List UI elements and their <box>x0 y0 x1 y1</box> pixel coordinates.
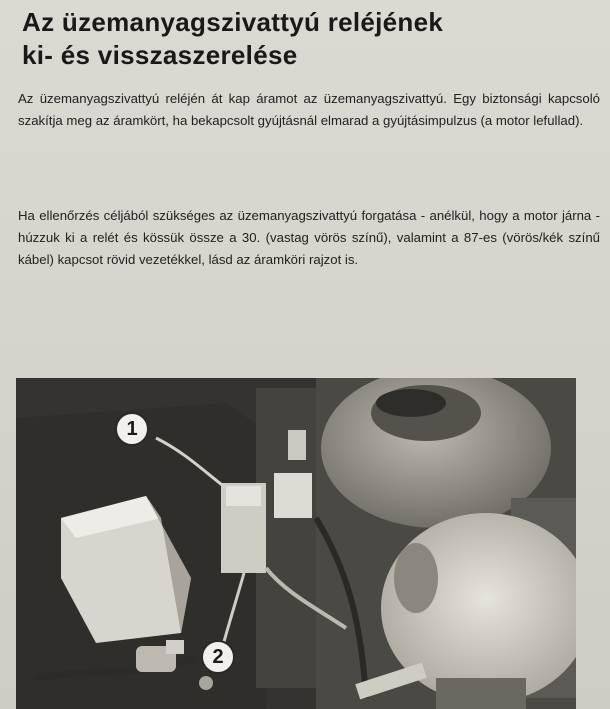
title-line-1: Az üzemanyagszivattyú reléjének <box>22 7 444 37</box>
callout-marker-2: 2 <box>201 640 235 674</box>
page-title <box>22 6 602 72</box>
title-line-2: ki- és visszaszerelése <box>22 40 298 70</box>
paragraph-relay-function: Az üzemanyagszivattyú reléjén át kap áramot az üzemanyagszivattyú. Egy biztonsági kapcsoló szakítja meg az áramkört, ha bekapcsolt gyújtásnál elmarad a gyújtásimpulzus (a motor lefullad). <box>18 91 600 128</box>
engine-bay-illustration <box>16 378 576 709</box>
paragraph-test-procedure: Ha ellenőrzés céljából szükséges az üzemanyagszivattyú forgatása - anélkül, hogy a motor járna - húzzuk ki a relét és kössük össze a 30. (vastag vörös színű), valamint a 87-es (vörös/kék színű kábel) kapcsot rövid vezetékkel, lásd az áramköri rajzot is. <box>18 208 600 267</box>
engine-bay-photo <box>16 378 576 709</box>
callout-marker-1: 1 <box>115 412 149 446</box>
